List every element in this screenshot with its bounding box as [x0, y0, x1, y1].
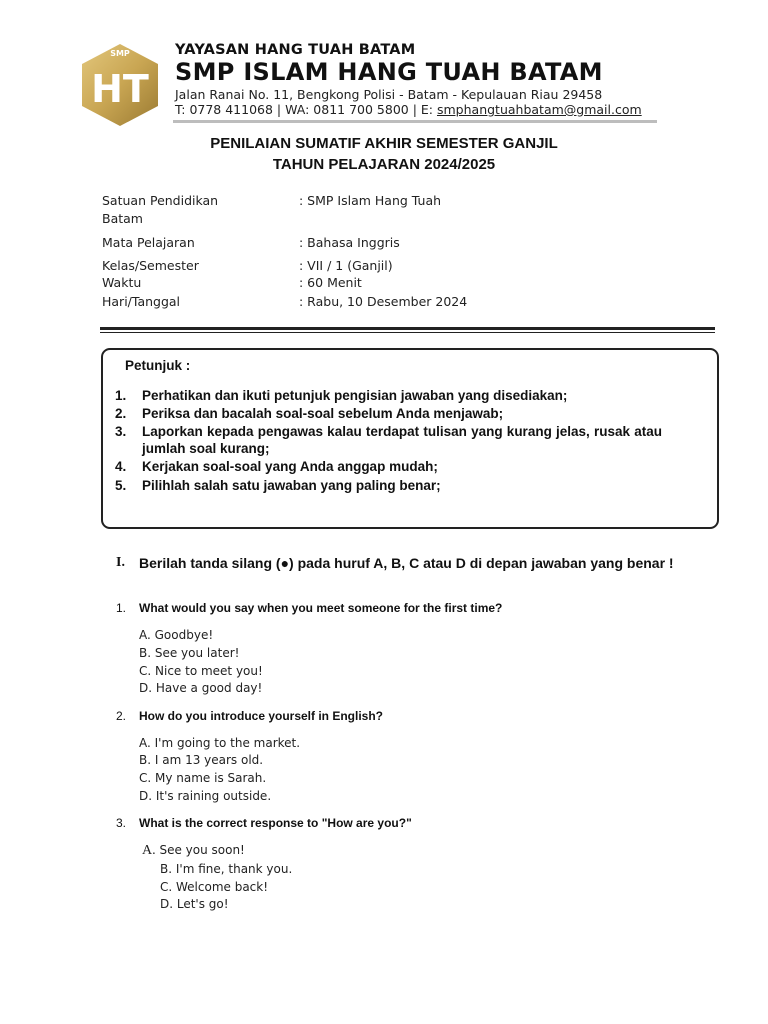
section-number: I. [116, 555, 125, 570]
instruction-number: 3. [115, 424, 127, 439]
instructions-heading: Petunjuk : [125, 358, 191, 373]
question-text: What would you say when you meet someone for the first time? [139, 601, 503, 615]
answer-option-text: See you soon! [159, 843, 245, 857]
info-value-time: : 60 Menit [299, 275, 362, 290]
answer-option[interactable]: B. See you later! [139, 646, 240, 660]
answer-option[interactable]: C. Welcome back! [160, 880, 269, 894]
contact-phones: T: 0778 411068 | WA: 0811 700 5800 | E: [175, 102, 437, 117]
question-text: What is the correct response to "How are you?" [139, 816, 412, 830]
exam-year: TAHUN PELAJARAN 2024/2025 [272, 156, 496, 173]
logo-letters: HT [91, 67, 149, 111]
answer-option-letter: A. [142, 843, 156, 858]
answer-option[interactable]: D. Have a good day! [139, 681, 263, 695]
answer-option[interactable]: A. I'm going to the market. [139, 736, 301, 750]
answer-option[interactable]: B. I am 13 years old. [139, 753, 264, 767]
header-double-rule [100, 327, 715, 330]
answer-option[interactable]: B. I'm fine, thank you. [160, 862, 293, 876]
email-link[interactable]: smphangtuahbatam@gmail.com [436, 102, 642, 117]
instruction-number: 4. [115, 459, 127, 474]
answer-option[interactable]: C. My name is Sarah. [139, 771, 267, 785]
school-address: Jalan Ranai No. 11, Bengkong Polisi - Batam - Kepulauan Riau 29458 [175, 87, 603, 102]
header-double-rule-thin [100, 332, 715, 333]
info-label-class: Kelas/Semester [102, 258, 199, 273]
instruction-number: 2. [115, 406, 127, 421]
answer-option[interactable]: D. Let's go! [160, 897, 229, 911]
info-label-subject: Mata Pelajaran [102, 235, 195, 250]
instruction-text: Kerjakan soal-soal yang Anda anggap mudah; [142, 459, 438, 474]
instruction-text: Pilihlah salah satu jawaban yang paling benar; [142, 478, 441, 493]
instruction-text: Periksa dan bacalah soal-soal sebelum Anda menjawab; [142, 406, 504, 421]
foundation-name: YAYASAN HANG TUAH BATAM [175, 42, 416, 58]
instruction-number: 1. [115, 388, 127, 403]
info-value-unit: : SMP Islam Hang Tuah [299, 193, 442, 208]
info-label-unit: Satuan Pendidikan [102, 193, 219, 208]
question-number: 3. [116, 816, 127, 830]
answer-option[interactable]: D. It's raining outside. [139, 789, 272, 803]
info-value-date: : Rabu, 10 Desember 2024 [299, 294, 468, 309]
instruction-number: 5. [115, 478, 127, 493]
school-logo [78, 42, 162, 128]
info-label-time: Waktu [102, 275, 142, 290]
school-name: SMP ISLAM HANG TUAH BATAM [175, 58, 603, 86]
exam-title: PENILAIAN SUMATIF AKHIR SEMESTER GANJIL [210, 135, 558, 152]
answer-option[interactable]: A. Goodbye! [139, 628, 214, 642]
section-instruction: Berilah tanda silang (●) pada huruf A, B, C atau D di depan jawaban yang benar ! [139, 555, 674, 571]
instruction-text: Laporkan kepada pengawas kalau terdapat tulisan yang kurang jelas, rusak atau jumlah soal kurang; [142, 424, 662, 456]
answer-option[interactable] [142, 843, 245, 859]
instruction-text: Perhatikan dan ikuti petunjuk pengisian jawaban yang disediakan; [142, 388, 568, 403]
question-number: 1. [116, 601, 127, 615]
info-label-date: Hari/Tanggal [102, 294, 181, 309]
question-text: How do you introduce yourself in English? [139, 709, 384, 723]
info-label-unit-cont: Batam [102, 211, 143, 226]
answer-option[interactable]: C. Nice to meet you! [139, 664, 263, 678]
info-value-subject: : Bahasa Inggris [299, 235, 400, 250]
school-contact [175, 102, 642, 117]
letterhead-divider [173, 120, 657, 123]
logo-badge: SMP [110, 49, 130, 58]
question-number: 2. [116, 709, 127, 723]
info-value-class: : VII / 1 (Ganjil) [299, 258, 393, 273]
